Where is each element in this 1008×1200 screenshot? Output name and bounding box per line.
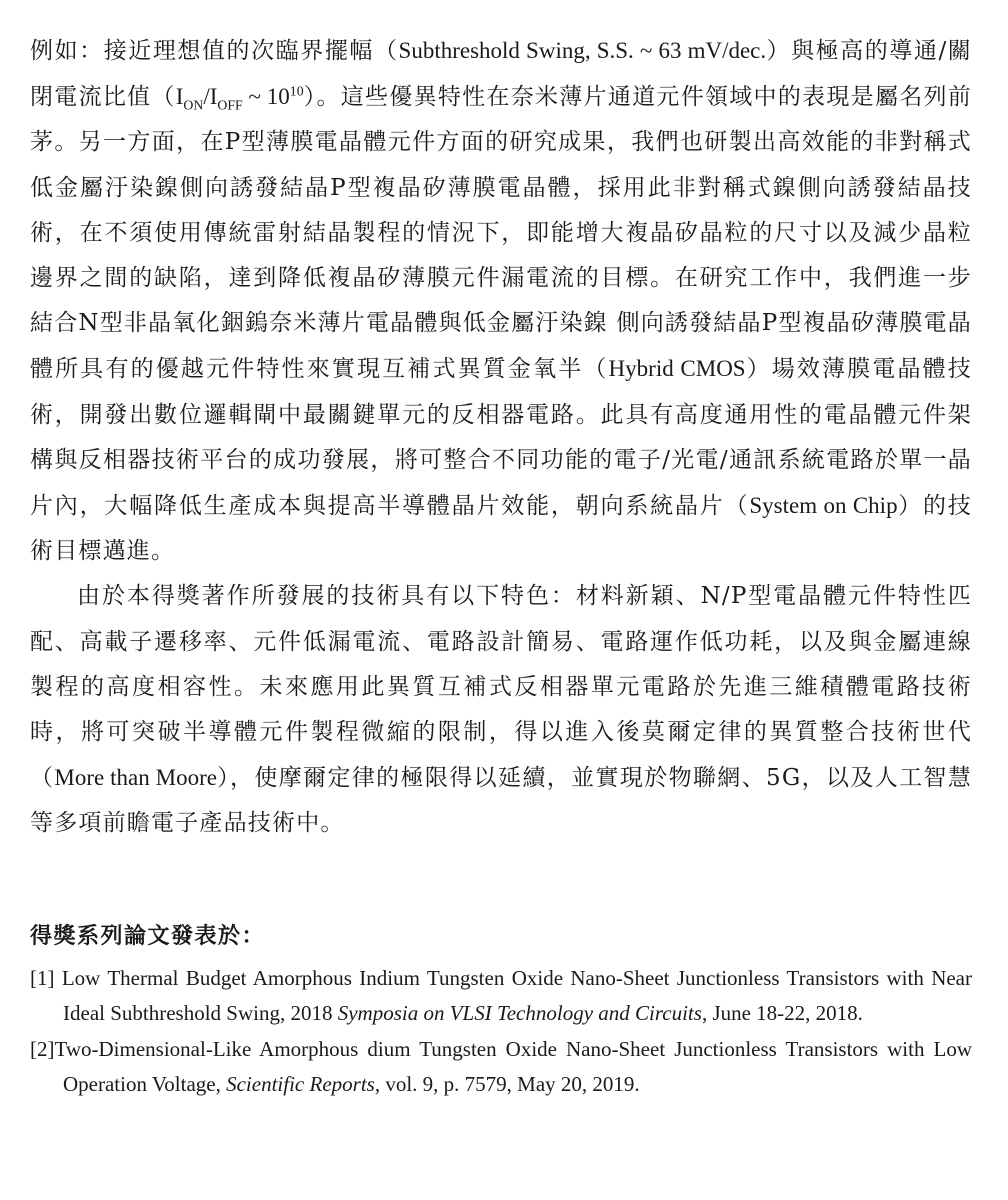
publications-heading: 得獎系列論文發表於： — [30, 923, 266, 949]
body-paragraph-1 — [30, 28, 972, 574]
text-run: ）場效薄膜電晶體技術，開發出數位邏輯閘中最關鍵單元的反相器電路。此具有高度通用性的電晶體元件架構與反相器技術平台的成功發展，將可整合不同功能的電子/光電/通訊系統電路於單一晶片內，大幅降低生產成本與提高半導體晶片效能，朝向系統晶片（ — [30, 356, 972, 520]
body-paragraph-2 — [30, 574, 972, 846]
latin-text-run: Hybrid CMOS — [608, 356, 746, 382]
text-run: 例如：接近理想值的次臨界擺幅（ — [30, 38, 399, 64]
publication-venue: Scientific Reports — [226, 1071, 375, 1096]
text-run: 由於本得獎著作所發展的技術具有以下特色：材料新穎、N/P型電晶體元件特性匹配、高載子遷移率、元件低漏電流、電路設計簡易、電路運作低功耗，以及與金屬連線製程的高度相容性。未來應用此異質互補式反相器單元電路於先進三維積體電路技術時，將可突破半導體元件製程微縮的限制，得以進入後莫爾定律的異質整合技術世代（ — [30, 583, 972, 792]
subscript-on: ON — [183, 97, 204, 113]
text-run: ）與極高的導通/關閉電流比值（ — [30, 38, 973, 111]
publication-item: [2]Two-Dimensional-Like Amorphous dium Tungsten Oxide Nano-Sheet Junctionless Transistors with Low Operation Voltage, Scientific Reports, vol. 9, p. 7579, May 20, 2019. — [30, 1036, 972, 1096]
text-run: ）的技術目標邁進。 — [30, 493, 972, 565]
superscript-exponent: 10 — [289, 83, 304, 99]
publication-item: [1] Low Thermal Budget Amorphous Indium Tungsten Oxide Nano-Sheet Junctionless Transistors with Near Ideal Subthreshold Swing, 2018 Symposia on VLSI Technology and Circuits, June 18-22, 2018. — [30, 965, 972, 1025]
current-ratio-formula: $I_{ON}/I_{OFF}$ ~ $10^{10}$ — [175, 83, 304, 113]
text-run: ），使摩爾定律的極限得以延續，並實現於物聯網、5G，以及人工智慧等多項前瞻電子產品技術中。 — [30, 765, 973, 837]
publications-list — [30, 961, 972, 1102]
subscript-off: OFF — [217, 97, 243, 113]
text-run: ）。這些優異特性在奈米薄片通道元件領域中的表現是屬名列前茅。另一方面，在P型薄膜電晶體元件方面的研究成果，我們也研製出高效能的非對稱式低金屬汙染鎳側向誘發結晶P型複晶矽薄膜電晶體，採用此非對稱式鎳側向誘發結晶技術，在不須使用傳統雷射結晶製程的情況下，即能增大複晶矽晶粒的尺寸以及減少晶粒邊界之間的缺陷，達到降低複晶矽薄膜元件漏電流的目標。在研究工作中，我們進一步結合N型非晶氧化銦鎢奈米薄片電晶體與低金屬汙染鎳 側向誘發結晶P型複晶矽薄膜電晶體所具有的優越元件特性來實現互補式異質金氧半（ — [30, 84, 972, 383]
latin-text-run: System on Chip — [749, 493, 898, 519]
latin-text-run: More than Moore — [54, 765, 217, 791]
latin-text-run: Subthreshold Swing, S.S. ~ 63 mV/dec. — [398, 38, 767, 63]
publication-venue: Symposia on VLSI Technology and Circuits — [337, 1000, 702, 1025]
